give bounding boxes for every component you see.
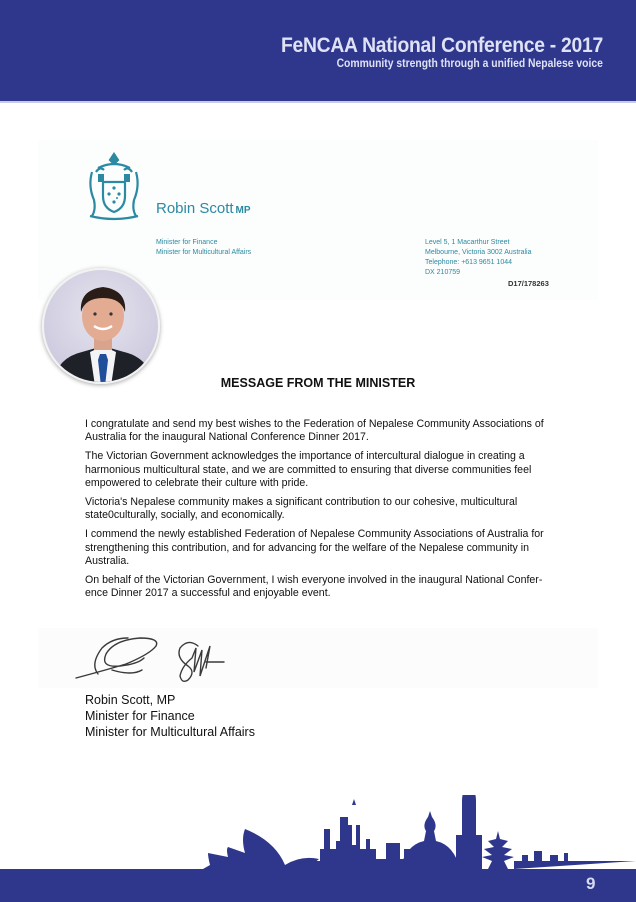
conference-tagline: Community strength through a unified Nepalese voice xyxy=(336,58,603,70)
signatory-name: Robin Scott, MP xyxy=(85,693,176,707)
letterhead-address: Level 5, 1 Macarthur Street Melbourne, Victoria 3002 Australia Telephone: +613 9651 1044 DX 210759 xyxy=(425,239,532,276)
message-paragraph: Victoria's Nepalese community makes a significant contribution to our cohesive, multicultural state0culturally, socially, and economically. xyxy=(85,496,518,522)
city-skyline-footer-icon xyxy=(0,795,636,902)
message-paragraph: The Victorian Government acknowledges the importance of intercultural dialogue in creating a harmonious multicultural state, and we are committed to ensuring that diverse communities feel empowered to celebrate their culture with pride. xyxy=(85,450,532,489)
signatory-role: Minister for Multicultural Affairs xyxy=(85,725,255,739)
conference-title: FeNCAA National Conference - 2017 xyxy=(281,34,603,57)
page-header xyxy=(0,0,636,103)
person-portrait-icon xyxy=(44,270,160,384)
letterhead-minister-name: Robin Scott MP xyxy=(156,200,251,217)
letter-reference-number: D17/178263 xyxy=(508,279,549,288)
signoff-block xyxy=(85,692,255,740)
message-paragraph: I congratulate and send my best wishes to the Federation of Nepalese Community Associations of Australia for the inaugural National Conference Dinner 2017. xyxy=(85,418,544,444)
minister-portrait-photo xyxy=(42,268,160,384)
signatory-role: Minister for Finance xyxy=(85,709,195,723)
message-body xyxy=(85,418,565,606)
message-heading: MESSAGE FROM THE MINISTER xyxy=(220,376,416,390)
letterhead-roles: Minister for Finance Minister for Multicultural Affairs xyxy=(156,239,252,256)
page-number: 9 xyxy=(586,874,596,893)
message-paragraph: I commend the newly established Federation of Nepalese Community Associations of Australia for strengthening this contribution, and for advancing for the welfare of the Nepalese community in Australia. xyxy=(85,528,544,567)
victoria-coat-of-arms-icon xyxy=(84,150,144,222)
message-paragraph: On behalf of the Victorian Government, I wish everyone involved in the inaugural National Confer-ence Dinner 2017 a successful and enjoyable event. xyxy=(85,574,543,600)
signature-block xyxy=(38,628,598,688)
handwritten-signature-icon xyxy=(72,634,252,684)
